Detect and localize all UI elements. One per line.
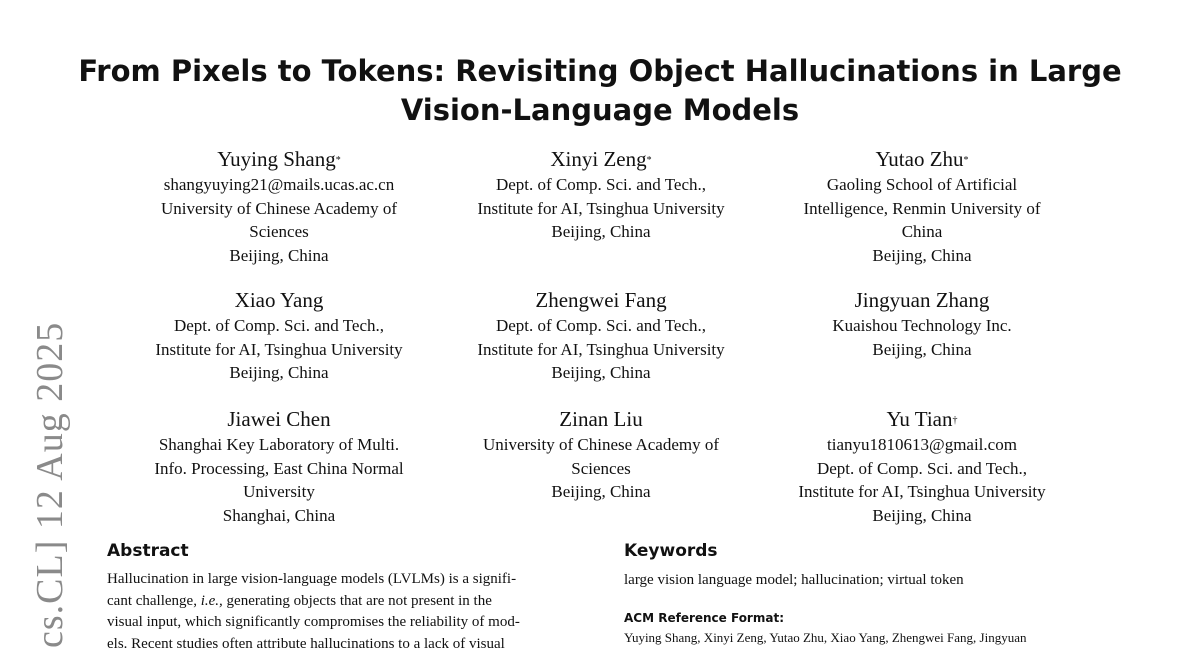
author-affiliation: Intelligence, Renmin University of	[803, 198, 1041, 218]
author-email: shangyuying21@mails.ucas.ac.cn	[163, 175, 395, 194]
author-affiliation: Institute for AI, Tsinghua University	[477, 198, 725, 218]
author-block	[118, 406, 440, 527]
author-block	[440, 287, 762, 406]
author-affiliation: Institute for AI, Tsinghua University	[798, 482, 1046, 502]
author-name: Zinan Liu	[559, 407, 643, 431]
author-location: Beijing, China	[872, 245, 972, 265]
title-line-2: Vision-Language Models	[400, 93, 800, 127]
author-block	[118, 287, 440, 406]
author-location: Beijing, China	[872, 339, 972, 359]
author-location: Beijing, China	[872, 505, 972, 525]
arxiv-stamp: cs.CL] 12 Aug 2025	[29, 321, 71, 648]
keywords-text: large vision language model; hallucination; virtual token	[624, 572, 964, 588]
author-affiliation: University of Chinese Academy of	[160, 198, 398, 218]
abstract-heading: Abstract	[107, 541, 189, 561]
abstract-text	[107, 569, 579, 655]
author-affiliation: Gaoling School of Artificial	[826, 175, 1018, 194]
author-name: Xinyi Zeng*	[550, 147, 652, 171]
abstract-line: els. Recent studies often attribute hallucinations to a lack of visual	[107, 635, 505, 652]
paper-title	[60, 52, 1140, 130]
author-grid	[118, 146, 1082, 527]
keywords-heading: Keywords	[624, 541, 718, 561]
author-block	[440, 146, 762, 287]
abstract-line: cant challenge, i.e., generating objects that are not present in the	[107, 592, 492, 609]
author-affiliation: Institute for AI, Tsinghua University	[155, 339, 403, 359]
author-block	[762, 287, 1082, 406]
author-location: Beijing, China	[551, 222, 651, 242]
acm-reference-heading: ACM Reference Format:	[624, 611, 784, 625]
abstract-line: Hallucination in large vision-language models (LVLMs) is a signifi-	[107, 571, 517, 587]
author-affiliation: Sciences	[249, 222, 309, 242]
author-affiliation: Dept. of Comp. Sci. and Tech.,	[495, 316, 707, 335]
author-block	[118, 146, 440, 287]
title-line-1: From Pixels to Tokens: Revisiting Object Hallucinations in Large	[78, 54, 1122, 88]
author-location: Shanghai, China	[222, 505, 336, 525]
author-location: Beijing, China	[551, 482, 651, 502]
author-name: Xiao Yang	[234, 288, 324, 312]
author-affiliation: University	[243, 482, 315, 502]
author-email: tianyu1810613@gmail.com	[827, 435, 1017, 454]
author-name: Jiawei Chen	[227, 407, 331, 431]
author-affiliation: University of Chinese Academy of	[482, 435, 720, 454]
author-location: Beijing, China	[229, 363, 329, 383]
author-name: Jingyuan Zhang	[854, 288, 990, 312]
author-affiliation: Dept. of Comp. Sci. and Tech.,	[495, 175, 707, 194]
author-affiliation: Dept. of Comp. Sci. and Tech.,	[173, 316, 385, 335]
author-block	[440, 406, 762, 527]
acm-reference-text: Yuying Shang, Xinyi Zeng, Yutao Zhu, Xiao Yang, Zhengwei Fang, Jingyuan	[624, 630, 1027, 645]
author-affiliation: China	[901, 222, 943, 242]
author-affiliation: Sciences	[571, 458, 631, 478]
author-name: Yutao Zhu*	[875, 147, 969, 171]
author-location: Beijing, China	[229, 245, 329, 265]
author-affiliation: Dept. of Comp. Sci. and Tech.,	[816, 458, 1028, 478]
author-affiliation: Institute for AI, Tsinghua University	[477, 339, 725, 359]
abstract-line: visual input, which significantly compromises the reliability of mod-	[107, 614, 520, 631]
author-name: Yu Tian†	[886, 407, 958, 431]
author-affiliation: Kuaishou Technology Inc.	[832, 316, 1012, 335]
author-location: Beijing, China	[551, 363, 651, 383]
author-block	[762, 406, 1082, 527]
author-block	[762, 146, 1082, 287]
author-affiliation: Info. Processing, East China Normal	[154, 458, 404, 478]
author-affiliation: Shanghai Key Laboratory of Multi.	[158, 435, 400, 454]
author-name: Zhengwei Fang	[535, 288, 667, 312]
author-name: Yuying Shang*	[217, 147, 341, 171]
